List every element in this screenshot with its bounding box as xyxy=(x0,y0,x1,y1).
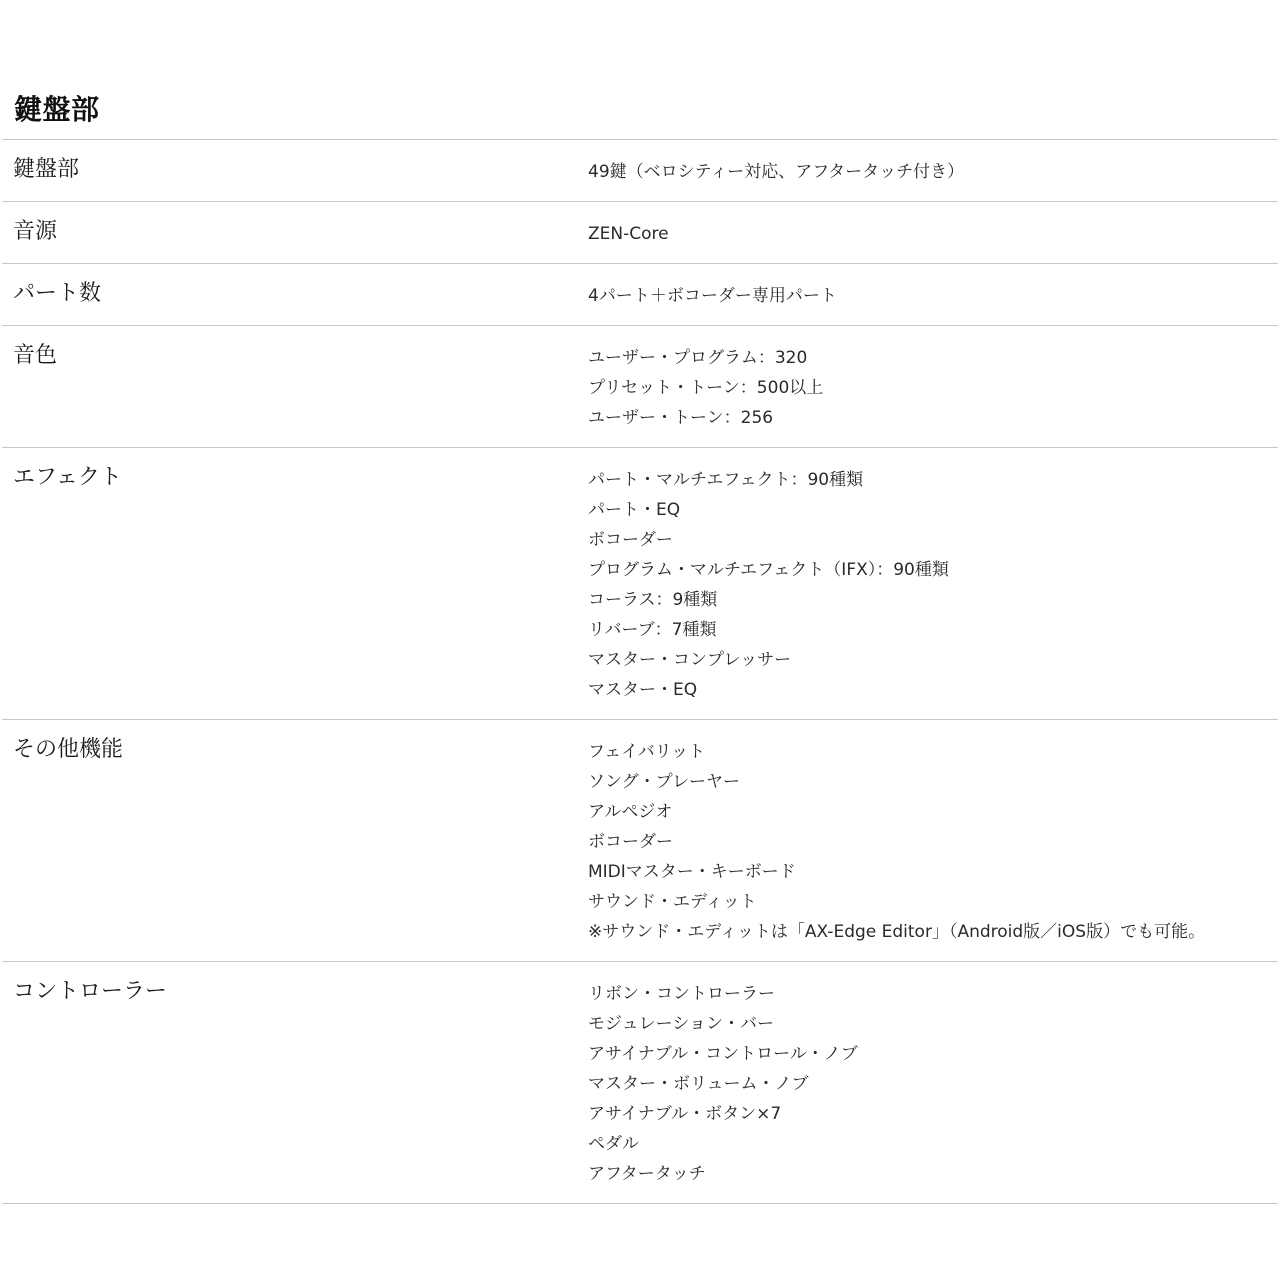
spec-row-controllers xyxy=(2,962,1278,1204)
spec-value: アフタータッチ xyxy=(588,1164,706,1184)
spec-value: マスター・EQ xyxy=(588,680,698,700)
spec-value: ユーザー・トーン：256 xyxy=(588,408,774,428)
spec-value: パート・マルチエフェクト：90種類 xyxy=(588,470,864,490)
spec-value: コーラス：9種類 xyxy=(588,590,718,610)
spec-value: サウンド・エディット xyxy=(588,892,757,912)
spec-label: 音色 xyxy=(13,343,58,368)
spec-value: ボコーダー xyxy=(588,530,673,550)
spec-value: フェイバリット xyxy=(588,742,706,762)
spec-values xyxy=(588,219,1278,249)
spec-row-sound-engine xyxy=(2,202,1278,264)
section-title: 鍵盤部 xyxy=(14,93,100,126)
spec-value: アルペジオ xyxy=(588,802,673,822)
spec-value: ZEN-Core xyxy=(588,224,669,244)
spec-value: ペダル xyxy=(588,1134,639,1154)
spec-value: アサイナブル・ボタン×7 xyxy=(588,1104,782,1124)
spec-values xyxy=(588,737,1278,947)
spec-value: ボコーダー xyxy=(588,832,673,852)
spec-value: 4パート＋ボコーダー専用パート xyxy=(588,286,837,306)
spec-row-parts xyxy=(2,264,1278,326)
spec-label: 音源 xyxy=(13,219,58,244)
spec-value: プログラム・マルチエフェクト（IFX）：90種類 xyxy=(588,560,949,580)
spec-value: MIDIマスター・キーボード xyxy=(588,862,796,882)
spec-label: コントローラー xyxy=(13,979,168,1004)
spec-value: マスター・ボリューム・ノブ xyxy=(588,1074,809,1094)
spec-label: 鍵盤部 xyxy=(13,157,80,182)
spec-value: パート・EQ xyxy=(588,500,681,520)
spec-label: パート数 xyxy=(13,281,102,306)
spec-row-effects xyxy=(2,448,1278,720)
spec-values xyxy=(588,465,1278,705)
spec-row-tones xyxy=(2,326,1278,448)
spec-values xyxy=(588,343,1278,433)
spec-row-other-features xyxy=(2,720,1278,962)
spec-table xyxy=(2,139,1278,1204)
spec-value: プリセット・トーン：500以上 xyxy=(588,378,824,398)
spec-value: マスター・コンプレッサー xyxy=(588,650,792,670)
spec-row-keyboard xyxy=(2,140,1278,202)
spec-value: モジュレーション・バー xyxy=(588,1014,774,1034)
spec-label: エフェクト xyxy=(13,465,122,490)
spec-value: ユーザー・プログラム：320 xyxy=(588,348,808,368)
spec-value: ※サウンド・エディットは「AX-Edge Editor」（Android版／iOS版）でも可能。 xyxy=(588,922,1206,942)
spec-label: その他機能 xyxy=(13,737,124,762)
spec-values xyxy=(588,281,1278,311)
spec-value: アサイナブル・コントロール・ノブ xyxy=(588,1044,858,1064)
spec-value: リボン・コントローラー xyxy=(588,984,775,1004)
spec-value: リバーブ：7種類 xyxy=(588,620,717,640)
spec-value: ソング・プレーヤー xyxy=(588,772,740,792)
spec-values xyxy=(588,157,1278,187)
spec-values xyxy=(588,979,1278,1189)
spec-value: 49鍵（ベロシティー対応、アフタータッチ付き） xyxy=(588,162,965,182)
